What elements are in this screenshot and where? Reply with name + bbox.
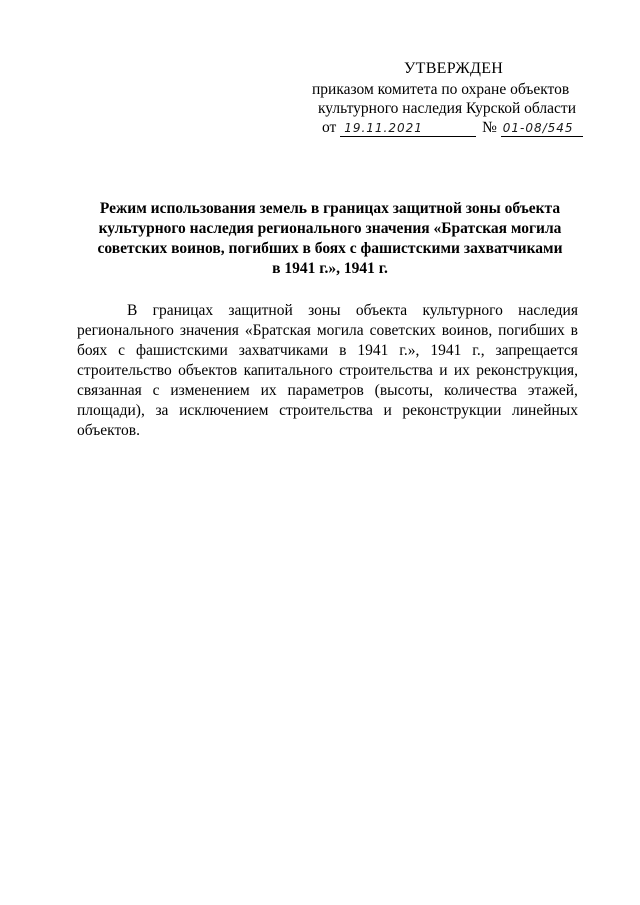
body-word: изменением: [170, 382, 250, 399]
body-word: и: [439, 362, 448, 379]
body-word: 1941: [430, 342, 462, 359]
body-word: строительства: [279, 402, 373, 419]
body-word: за: [155, 402, 169, 419]
title-line: культурного наследия регионального значения «Братская могила: [98, 220, 562, 237]
body-word: их: [260, 382, 277, 399]
body-word: регионального: [77, 322, 174, 339]
handwritten-number: 01-08/545: [501, 119, 583, 137]
body-word: «Братская: [244, 322, 311, 339]
body-word: с: [152, 382, 160, 399]
document-title: [90, 199, 570, 279]
body-word: (высоты,: [374, 382, 434, 399]
number-label: №: [482, 119, 497, 136]
body-line: [77, 361, 578, 381]
body-word: исключением: [179, 402, 269, 419]
body-word: строительство: [77, 362, 172, 379]
body-word: советских: [369, 322, 436, 339]
body-word: боях: [77, 342, 108, 359]
body-word: В: [127, 302, 138, 319]
handwritten-date: 19.11.2021: [340, 119, 476, 137]
body-word: строительства: [339, 362, 433, 379]
body-word: г.»,: [399, 342, 420, 359]
body-word: воинов,: [441, 322, 493, 339]
body-word: реконструкции: [402, 402, 502, 419]
body-word: и: [383, 402, 392, 419]
body-word: параметров: [287, 382, 364, 399]
body-word: культурного: [422, 302, 503, 319]
body-line: [77, 341, 578, 361]
body-word: связанная: [77, 382, 142, 399]
body-word: зоны: [308, 302, 341, 319]
body-word: объектов: [178, 362, 238, 379]
body-word: 1941: [357, 342, 389, 359]
body-word: этажей,: [527, 382, 578, 399]
body-word: площади),: [77, 402, 145, 419]
body-word: границах: [152, 302, 214, 319]
body-word: количества: [443, 382, 517, 399]
body-line: [77, 381, 578, 401]
body-word: защитной: [228, 302, 293, 319]
approval-stamp: [312, 58, 602, 140]
body-word: капитального: [243, 362, 333, 379]
body-word: наследия: [518, 302, 578, 319]
body-word: линейных: [512, 402, 578, 419]
body-word: значения: [179, 322, 239, 339]
body-line: [77, 301, 578, 321]
title-line: советских воинов, погибших в боях с фашистскими захватчиками: [97, 240, 563, 257]
body-word: могила: [316, 322, 364, 339]
title-line: Режим использования земель в границах защитной зоны объекта: [99, 200, 561, 217]
body-word: объектов.: [77, 422, 140, 439]
body-word: погибших: [498, 322, 565, 339]
body-word: в: [570, 322, 578, 339]
body-word: объекта: [355, 302, 408, 319]
body-line: [77, 401, 578, 421]
date-label: от: [322, 119, 337, 136]
body-word: в: [339, 342, 347, 359]
approval-heading: УТВЕРЖДЕН: [404, 60, 504, 77]
body-word: их: [453, 362, 470, 379]
approval-line-1: приказом комитета по охране объектов: [312, 81, 570, 98]
body-word: с: [118, 342, 126, 359]
body-word: фашистскими: [135, 342, 228, 359]
body-word: реконструкция,: [476, 362, 578, 379]
body-paragraph: [77, 301, 578, 441]
body-word: запрещается: [495, 342, 578, 359]
body-word: г.,: [472, 342, 485, 359]
title-line: в 1941 г.», 1941 г.: [272, 260, 388, 277]
body-line: [77, 421, 578, 441]
approval-line-2: культурного наследия Курской области: [318, 100, 576, 117]
approval-date-number-row: [322, 118, 602, 140]
body-line: [77, 321, 578, 341]
body-word: захватчиками: [238, 342, 329, 359]
